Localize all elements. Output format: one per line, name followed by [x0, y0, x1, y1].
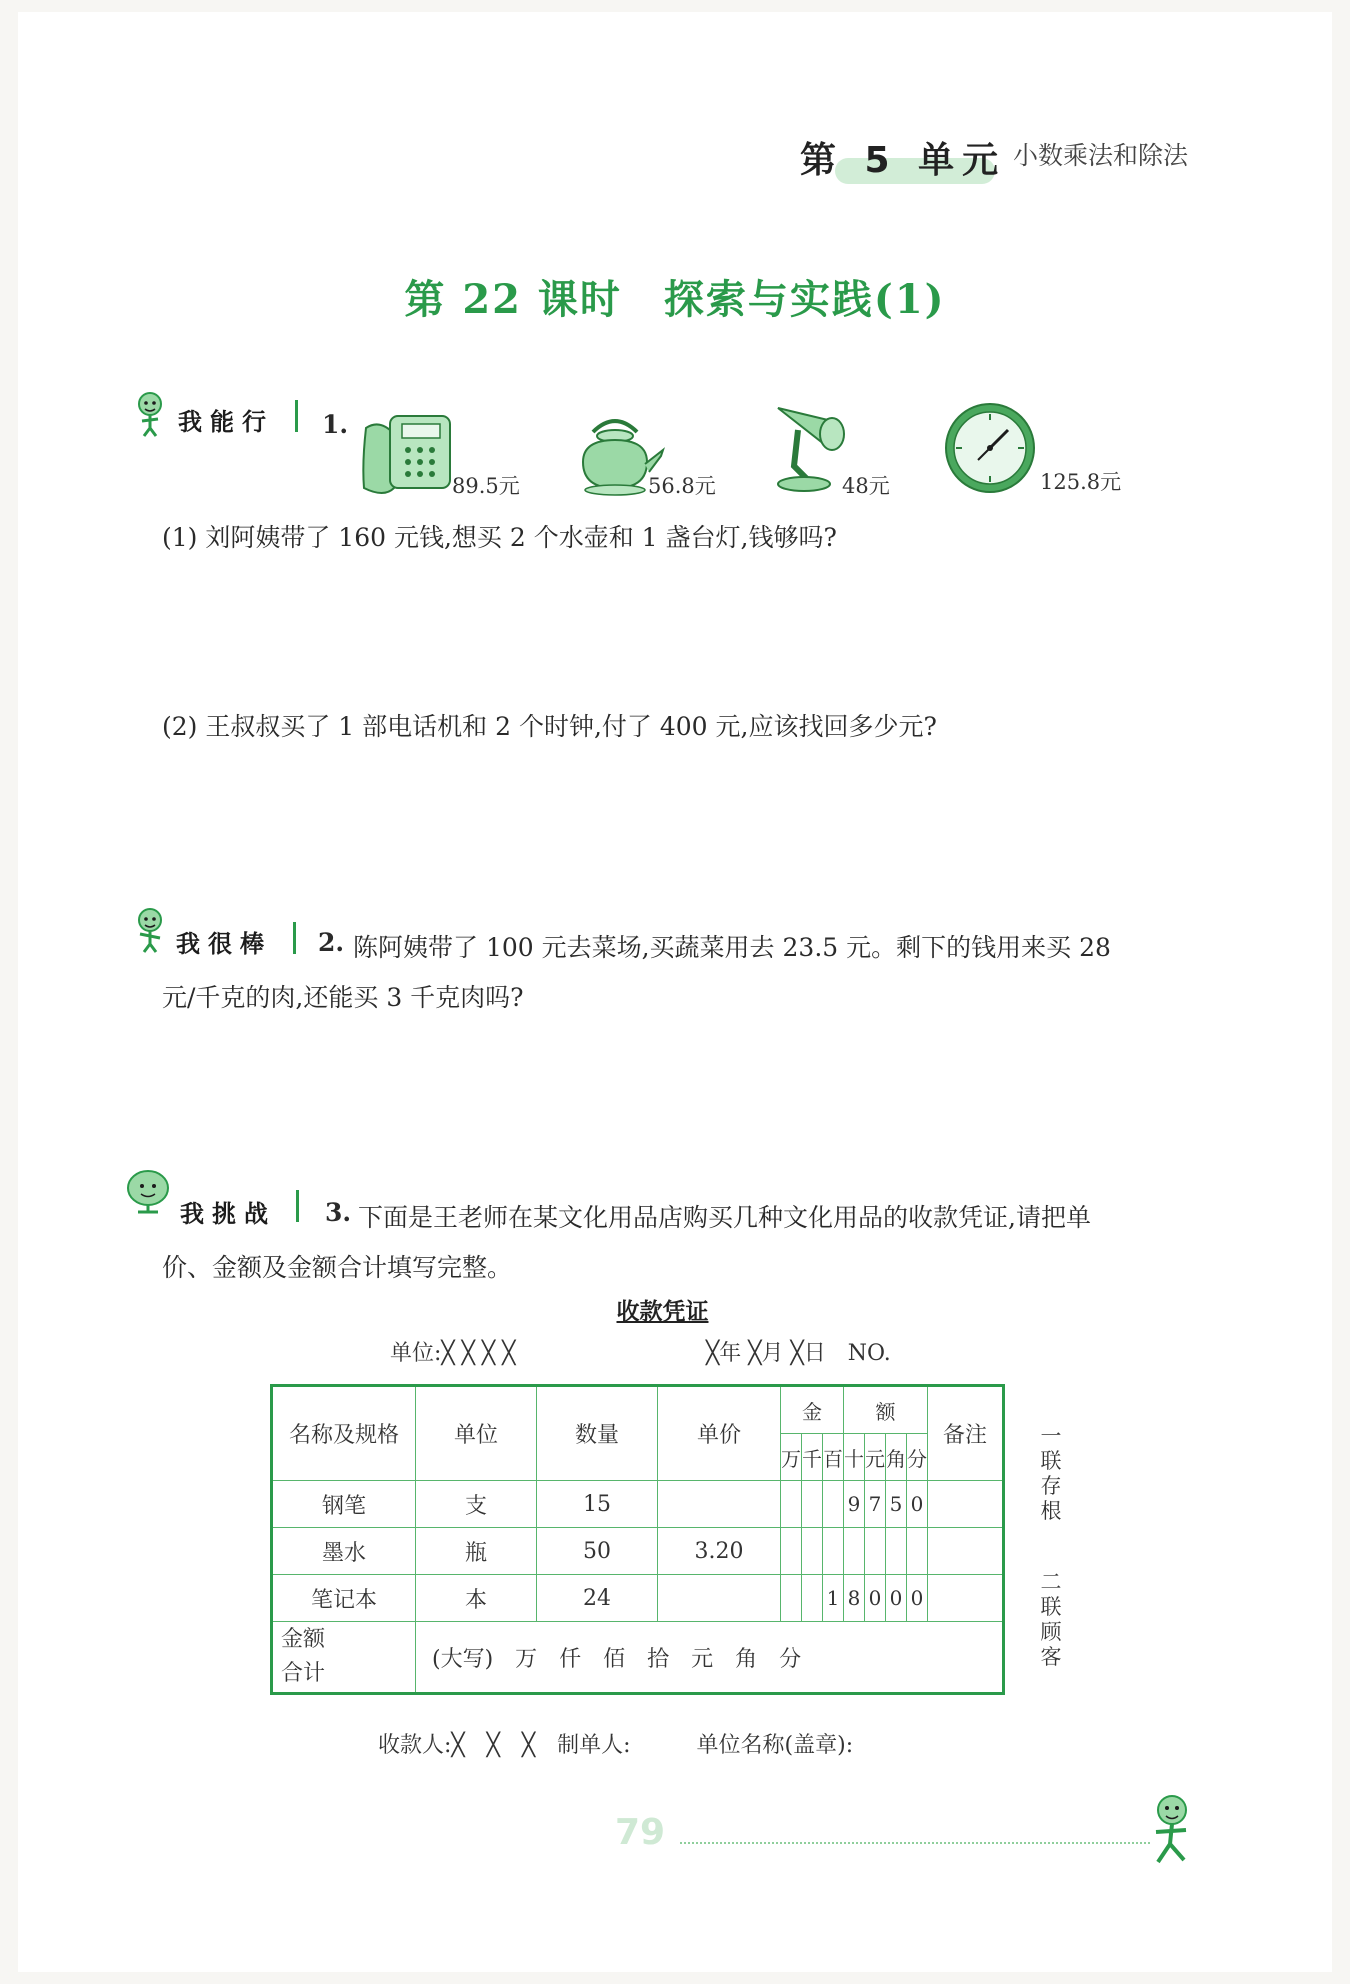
receipt-footer: 收款人:╳ ╳ ╳ 制单人: 单位名称(盖章):: [378, 1733, 854, 1758]
receipt-unit-line: 单位:╳ ╳ ╳ ╳: [390, 1341, 516, 1366]
table-row: [272, 1528, 1004, 1575]
total-label-line1: 金额: [281, 1627, 326, 1652]
level3-badge: 我挑战: [180, 1200, 276, 1228]
item-note: [928, 1481, 1004, 1528]
receipt-table: [270, 1384, 1005, 1695]
amount-digit[interactable]: [802, 1528, 823, 1575]
level2-badge: 我很棒: [176, 930, 272, 958]
total-label-line2: 合计: [281, 1661, 326, 1686]
running-mascot-icon: [1140, 1790, 1206, 1870]
clock-icon: [942, 400, 1038, 496]
digit-header: 十: [844, 1434, 865, 1481]
clock-price: 125.8元: [1040, 470, 1122, 494]
telephone-price: 89.5元: [452, 474, 520, 498]
mascot-icon: [124, 1166, 176, 1220]
receipt-copy-label-top: 一联存根: [1040, 1424, 1062, 1523]
mascot-icon: [128, 388, 172, 438]
header-note: 备注: [928, 1386, 1004, 1481]
header-price: 单价: [658, 1386, 781, 1481]
digit-header: 百: [823, 1434, 844, 1481]
amount-digit[interactable]: 0: [865, 1575, 886, 1622]
q2-line2: 元/千克的肉,还能买 3 千克肉吗?: [162, 983, 524, 1012]
q1-number: 1.: [322, 410, 349, 439]
unit-subtitle: 小数乘法和除法: [1013, 141, 1189, 170]
table-row: [272, 1481, 1004, 1528]
amount-digit[interactable]: [802, 1575, 823, 1622]
badge-divider: [293, 922, 296, 954]
receipt-title: 收款凭证: [616, 1299, 709, 1325]
item-unit: 本: [416, 1575, 537, 1622]
item-name: 钢笔: [272, 1481, 416, 1528]
mascot-icon: [128, 904, 172, 954]
amount-digit[interactable]: 0: [886, 1575, 907, 1622]
q3-number: 3.: [325, 1198, 352, 1227]
amount-digit[interactable]: 5: [886, 1481, 907, 1528]
item-unit: 瓶: [416, 1528, 537, 1575]
item-price-cell[interactable]: [658, 1575, 781, 1622]
item-qty: 15: [537, 1481, 658, 1528]
q1-sub1: (1) 刘阿姨带了 160 元钱,想买 2 个水壶和 1 盏台灯,钱够吗?: [162, 523, 837, 552]
digit-header: 角: [886, 1434, 907, 1481]
kettle-price: 56.8元: [648, 474, 716, 498]
table-row: [272, 1575, 1004, 1622]
amount-digit[interactable]: 1: [823, 1575, 844, 1622]
amount-digit[interactable]: 7: [865, 1481, 886, 1528]
item-price-cell[interactable]: 3.20: [658, 1528, 781, 1575]
digit-header: 分: [907, 1434, 928, 1481]
q1-sub2: (2) 王叔叔买了 1 部电话机和 2 个时钟,付了 400 元,应该找回多少元?: [162, 712, 937, 741]
amount-digit[interactable]: [823, 1528, 844, 1575]
amount-digit[interactable]: 0: [907, 1481, 928, 1528]
header-qty: 数量: [537, 1386, 658, 1481]
header-amount-2: 额: [844, 1386, 928, 1434]
digit-header: 千: [802, 1434, 823, 1481]
amount-digit[interactable]: [886, 1528, 907, 1575]
level1-badge: 我能行: [178, 408, 274, 436]
telephone-icon: [354, 408, 454, 500]
item-unit: 支: [416, 1481, 537, 1528]
item-name: 墨水: [272, 1528, 416, 1575]
amount-digit[interactable]: [781, 1481, 802, 1528]
item-name: 笔记本: [272, 1575, 416, 1622]
amount-digit[interactable]: 8: [844, 1575, 865, 1622]
lamp-price: 48元: [842, 474, 890, 498]
amount-digit[interactable]: [781, 1575, 802, 1622]
amount-digit[interactable]: [802, 1481, 823, 1528]
amount-digit[interactable]: [781, 1528, 802, 1575]
item-qty: 24: [537, 1575, 658, 1622]
header-unit: 单位: [416, 1386, 537, 1481]
item-qty: 50: [537, 1528, 658, 1575]
q2-line1: 陈阿姨带了 100 元去菜场,买蔬菜用去 23.5 元。剩下的钱用来买 28: [353, 933, 1111, 962]
item-price-cell[interactable]: [658, 1481, 781, 1528]
total-label: [272, 1622, 416, 1694]
total-row: [272, 1622, 1004, 1694]
digit-header: 元: [865, 1434, 886, 1481]
amount-digit[interactable]: [844, 1528, 865, 1575]
total-uppercase-amount[interactable]: (大写) 万 仟 佰 拾 元 角 分: [416, 1622, 1004, 1694]
badge-divider: [295, 400, 298, 432]
header-amount-1: 金: [781, 1386, 844, 1434]
amount-digit[interactable]: [907, 1528, 928, 1575]
lesson-title: 第 22 课时 探索与实践(1): [404, 276, 946, 323]
amount-digit[interactable]: [865, 1528, 886, 1575]
footer-divider: [680, 1842, 1150, 1844]
receipt-date-line: ╳年 ╳月 ╳日 NO.: [706, 1341, 891, 1366]
amount-digit[interactable]: 0: [907, 1575, 928, 1622]
item-note: [928, 1528, 1004, 1575]
q2-number: 2.: [318, 928, 345, 957]
header-name: 名称及规格: [272, 1386, 416, 1481]
q3-line2: 价、金额及金额合计填写完整。: [162, 1253, 513, 1282]
badge-divider: [296, 1190, 299, 1222]
page-number: 79: [615, 1812, 666, 1853]
amount-digit[interactable]: [823, 1481, 844, 1528]
q3-line1: 下面是王老师在某文化用品店购买几种文化用品的收款凭证,请把单: [358, 1203, 1091, 1232]
receipt-copy-label-bottom: 二联顾客: [1040, 1570, 1062, 1669]
unit-title: 第 5 单元: [800, 140, 1007, 181]
amount-digit[interactable]: 9: [844, 1481, 865, 1528]
digit-header: 万: [781, 1434, 802, 1481]
item-note: [928, 1575, 1004, 1622]
